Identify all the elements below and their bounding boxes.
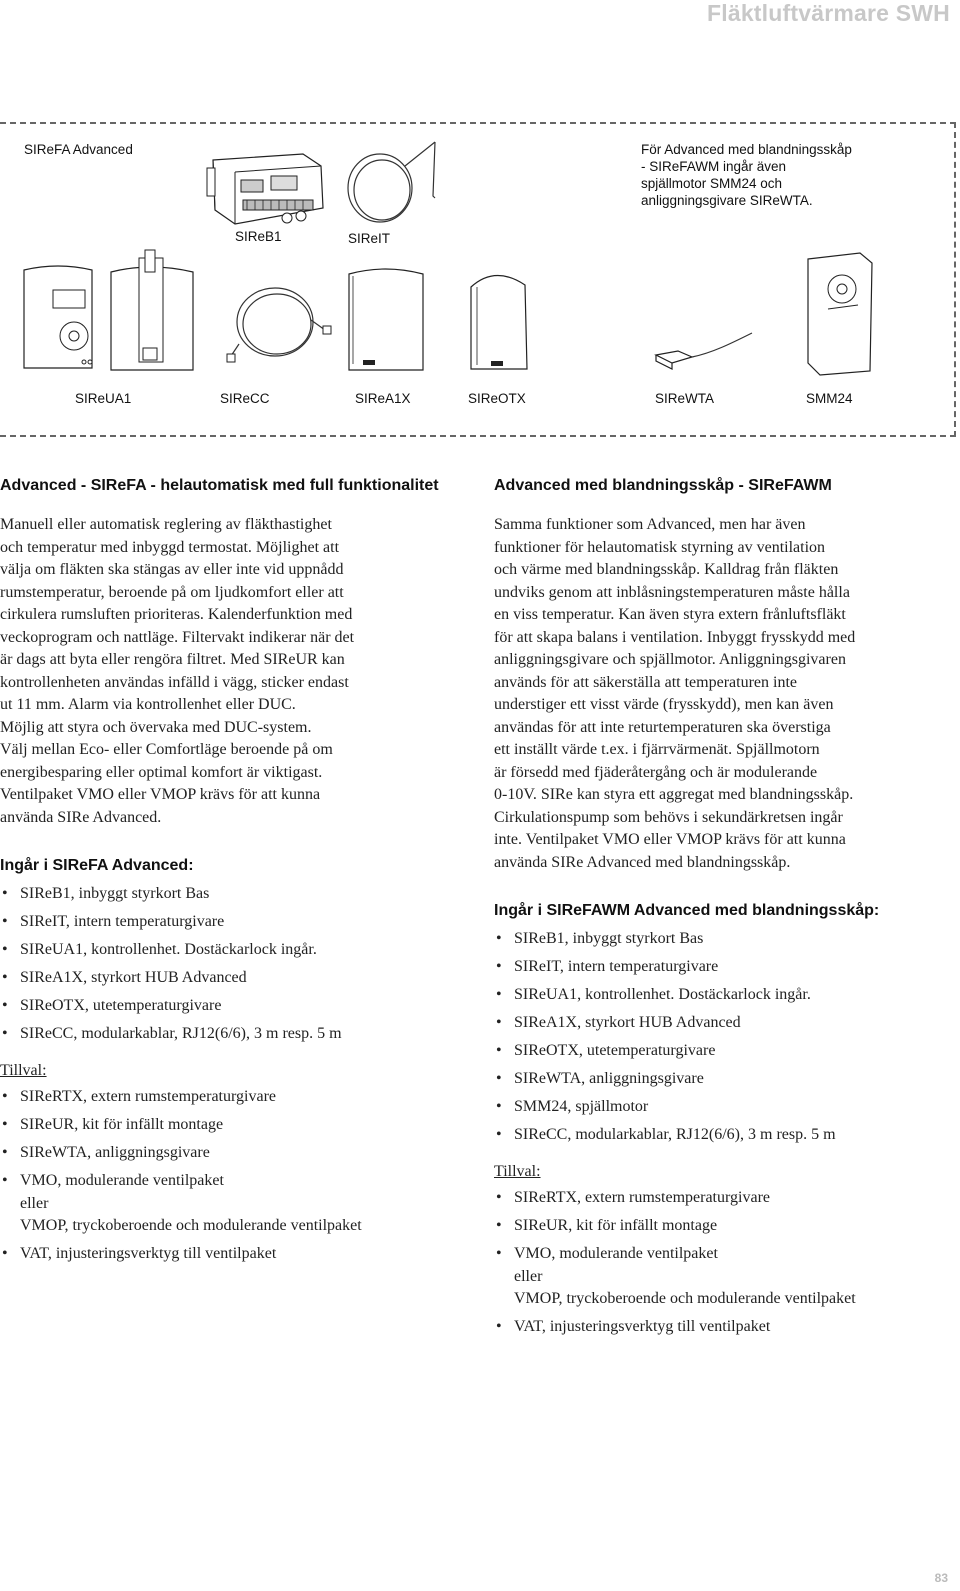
left-included-list [0,883,462,1046]
list-item: • SIReOTX, utetemperaturgivare [0,995,462,1018]
label-smm24: SMM24 [806,391,853,406]
list-item: • SMM24, spjällmotor [494,1096,954,1119]
components-note: För Advanced med blandningsskåp - SIReFAWM ingår även spjällmotor SMM24 och anliggningsgivare SIReWTA. [641,142,852,208]
mounting-frame-illustration [105,244,200,374]
right-heading: Advanced med blandningsskåp - SIReFAWM [494,477,832,494]
list-item: • SIReA1X, styrkort HUB Advanced [0,967,462,990]
label-sireotx: SIReOTX [468,391,526,406]
control-unit-illustration [18,264,98,374]
temperature-sensor-cable-illustration [335,136,445,232]
list-item: • VMO, modulerande ventilpaket eller VMOP, tryckoberoende och modulerande ventilpaket [494,1243,954,1311]
list-item: • VAT, injusteringsverktyg till ventilpaket [494,1316,954,1339]
list-item: • VMO, modulerande ventilpaket eller VMOP, tryckoberoende och modulerande ventilpaket [0,1170,462,1238]
components-box [0,122,956,437]
right-optional-list [494,1187,954,1339]
hub-board-illustration [345,264,430,374]
label-sirecc: SIReCC [220,391,270,406]
list-item: • SIReCC, modularkablar, RJ12(6/6), 3 m resp. 5 m [494,1124,954,1147]
damper-actuator-illustration [800,249,880,379]
page-number: 83 [934,1571,948,1585]
list-item: • SIReUA1, kontrollenhet. Dostäckarlock ingår. [0,939,462,962]
page-header-title: Fläktluftvärmare SWH [706,0,950,26]
left-column [0,474,462,1280]
list-item: • SIReCC, modularkablar, RJ12(6/6), 3 m resp. 5 m [0,1023,462,1046]
label-sirea1x: SIReA1X [355,391,411,406]
modular-cable-illustration [225,274,335,374]
right-column [494,474,954,1353]
list-item: • SIReWTA, anliggningsgivare [0,1142,462,1165]
list-item: • SIReB1, inbyggt styrkort Bas [0,883,462,906]
right-included-heading: Ingår i SIReFAWM Advanced med blandningsskåp: [494,902,880,919]
list-item: • SIReUA1, kontrollenhet. Dostäckarlock ingår. [494,984,954,1007]
left-optional-list [0,1086,462,1266]
control-board-illustration [205,152,330,230]
left-optional-heading: Tillval: [0,1061,47,1079]
list-item: • SIReUR, kit för infällt montage [0,1114,462,1137]
list-item: • SIReRTX, extern rumstemperaturgivare [494,1187,954,1210]
label-sirewta: SIReWTA [655,391,715,406]
outdoor-sensor-illustration [465,269,535,374]
list-item: • SIReA1X, styrkort HUB Advanced [494,1012,954,1035]
label-sireua1: SIReUA1 [75,391,132,406]
list-item: • SIReIT, intern temperaturgivare [0,911,462,934]
left-heading: Advanced - SIReFA - helautomatisk med full funktionalitet [0,477,439,494]
label-sireit: SIReIT [348,231,391,246]
right-paragraph: Samma funktioner som Advanced, men har även funktioner för helautomatisk styrning av ventilation och värme med blandningsskåp. Kalldrag från fläkten undviks genom att inblåsningstemperaturen måste hålla en viss temperatur. Kan även styra extern frånluftsfläkt för att skapa balans i ventilation. Inbyggt frysskydd med anliggningsgivare och spjällmotor. Anliggningsgivaren används för att säkerställa att temperaturen inte understiger ett visst värde (frysskydd), men kan även användas för att inte returtemperaturen ska överstiga ett inställt värde t.ex. i fjärrvärmenät. Spjällmotorn är försedd med fjäderåtergång och är modulerande 0-10V. SIRe kan styra ett aggregat med blandningsskåp. Cirkulationspump som behövs i sekundärkretsen ingår inte. Ventilpaket VMO eller VMOP krävs för att kunna använda SIRe Advanced med blandningsskåp. [494,516,856,871]
list-item: • SIReOTX, utetemperaturgivare [494,1040,954,1063]
strap-sensor-illustration [652,329,762,379]
label-sireb1: SIReB1 [235,229,282,244]
list-item: • SIReWTA, anliggningsgivare [494,1068,954,1091]
list-item: • SIReRTX, extern rumstemperaturgivare [0,1086,462,1109]
list-item: • SIReB1, inbyggt styrkort Bas [494,928,954,951]
left-paragraph: Manuell eller automatisk reglering av fläkthastighet och temperatur med inbyggd termostat. Möjlighet att välja om fläkten ska stängas av eller inte vid uppnådd rumstemperatur, beroende på om ljudkomfort eller att cirkulera rumsluften prioriteras. Kalenderfunktion med veckoprogram och nattläge. Filtervakt indikerar när det är dags att byta eller rengöra filtret. Med SIReUR kan kontrollenheten användas infälld i vägg, sticker endast ut 11 mm. Alarm via kontrollenhet eller DUC. Möjlig att styra och övervaka med DUC-system. Välj mellan Eco- eller Comfortläge beroende på om energibesparing eller optimal komfort är viktigast. Ventilpaket VMO eller VMOP krävs för att kunna använda SIRe Advanced. [0,516,355,826]
box-label: SIReFA Advanced [24,142,133,157]
right-optional-heading: Tillval: [494,1162,541,1180]
list-item: • SIReIT, intern temperaturgivare [494,956,954,979]
right-included-list [494,928,954,1147]
list-item: • SIReUR, kit för infällt montage [494,1215,954,1238]
left-included-heading: Ingår i SIReFA Advanced: [0,857,194,874]
list-item: • VAT, injusteringsverktyg till ventilpaket [0,1243,462,1266]
